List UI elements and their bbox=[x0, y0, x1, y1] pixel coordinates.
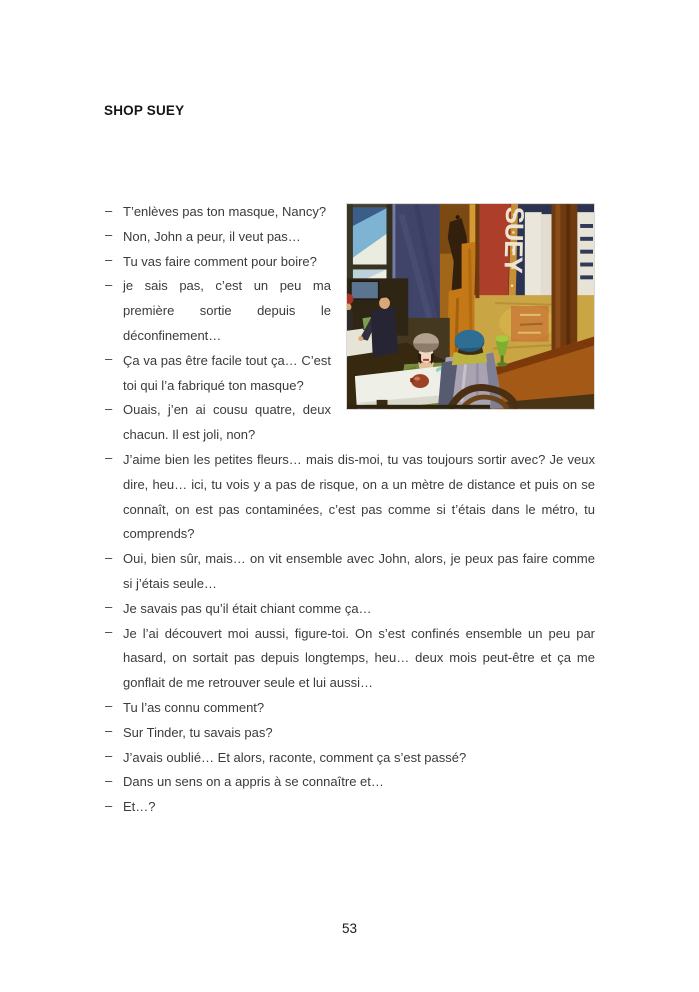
dash-bullet: – bbox=[105, 252, 113, 268]
dash-bullet: – bbox=[105, 723, 113, 739]
dialogue-line bbox=[104, 274, 595, 348]
dialogue-text: T’enlèves pas ton masque, Nancy? bbox=[123, 204, 327, 219]
dash-bullet: – bbox=[105, 202, 113, 218]
dash-bullet: – bbox=[105, 748, 113, 764]
dialogue-line bbox=[104, 225, 595, 250]
dialogue-text: Ça va pas être facile tout ça… C’est toi qui l’a fabriqué ton masque? bbox=[123, 352, 331, 393]
dialogue-block bbox=[104, 200, 595, 820]
dialogue-line bbox=[104, 622, 595, 696]
dialogue-text: Oui, bien sûr, mais… on vit ensemble avec John, alors, je peux pas faire comme si j’étais seule… bbox=[123, 551, 595, 591]
dash-bullet: – bbox=[105, 698, 113, 714]
dialogue-line bbox=[104, 398, 595, 448]
page-number: 53 bbox=[341, 921, 358, 936]
dialogue-text: Sur Tinder, tu savais pas? bbox=[123, 724, 273, 740]
dialogue-line bbox=[104, 349, 595, 399]
dialogue-text: Non, John a peur, il veut pas… bbox=[123, 228, 301, 244]
dialogue-text: J’aime bien les petites fleurs… mais dis-moi, tu vas toujours sortir avec? Je veux dire, heu… ici, tu vois y a pas de risque, on a un mètre de distance et puis on se connaît, on est pas contaminées, c’est pas comme si t’étais dans le métro, tu comprends? bbox=[123, 451, 595, 542]
dash-bullet: – bbox=[105, 351, 113, 367]
dialogue-text: Dans un sens on a appris à se connaître et… bbox=[123, 774, 384, 790]
dialogue-line bbox=[104, 448, 595, 547]
dialogue-text: je sais pas, c’est un peu ma première sortie depuis le déconfinement… bbox=[123, 278, 331, 343]
dash-bullet: – bbox=[105, 450, 113, 466]
dialogue-text: Ouais, j’en ai cousu quatre, deux chacun. Il est joli, non? bbox=[123, 402, 331, 443]
dialogue-line bbox=[104, 746, 595, 771]
dialogue-text: Tu vas faire comment pour boire? bbox=[123, 253, 317, 269]
dialogue-text: J’avais oublié… Et alors, raconte, comment ça s’est passé? bbox=[123, 749, 467, 765]
dialogue-text: Et…? bbox=[123, 799, 156, 815]
svg-text:SUEY: SUEY bbox=[498, 206, 529, 274]
dash-bullet: – bbox=[105, 549, 113, 565]
dash-bullet: – bbox=[105, 772, 113, 788]
dash-bullet: – bbox=[105, 797, 113, 813]
dialogue-line bbox=[104, 597, 595, 622]
dialogue-text: Je l’ai découvert moi aussi, figure-toi. On s’est confinés ensemble un peu par hasard, on sortait pas depuis longtemps, heu… deux mois peut-être et ça me gonflait de me retrouver seule et lui aussi… bbox=[123, 625, 595, 691]
dialogue-text: Tu l’as connu comment? bbox=[123, 699, 265, 715]
dialogue-line bbox=[104, 250, 595, 275]
dialogue-line bbox=[104, 721, 595, 746]
dialogue-line bbox=[104, 200, 595, 225]
dash-bullet: – bbox=[105, 276, 113, 292]
dialogue-line bbox=[104, 547, 595, 597]
dialogue-line bbox=[104, 795, 595, 820]
page-title: SHOP SUEY bbox=[104, 103, 185, 118]
dash-bullet: – bbox=[105, 227, 113, 243]
dash-bullet: – bbox=[105, 599, 113, 615]
dash-bullet: – bbox=[105, 624, 113, 640]
dialogue-line bbox=[104, 696, 595, 721]
dash-bullet: – bbox=[105, 400, 113, 416]
dialogue-line bbox=[104, 770, 595, 795]
dialogue-text: Je savais pas qu’il était chiant comme ça… bbox=[123, 600, 372, 616]
